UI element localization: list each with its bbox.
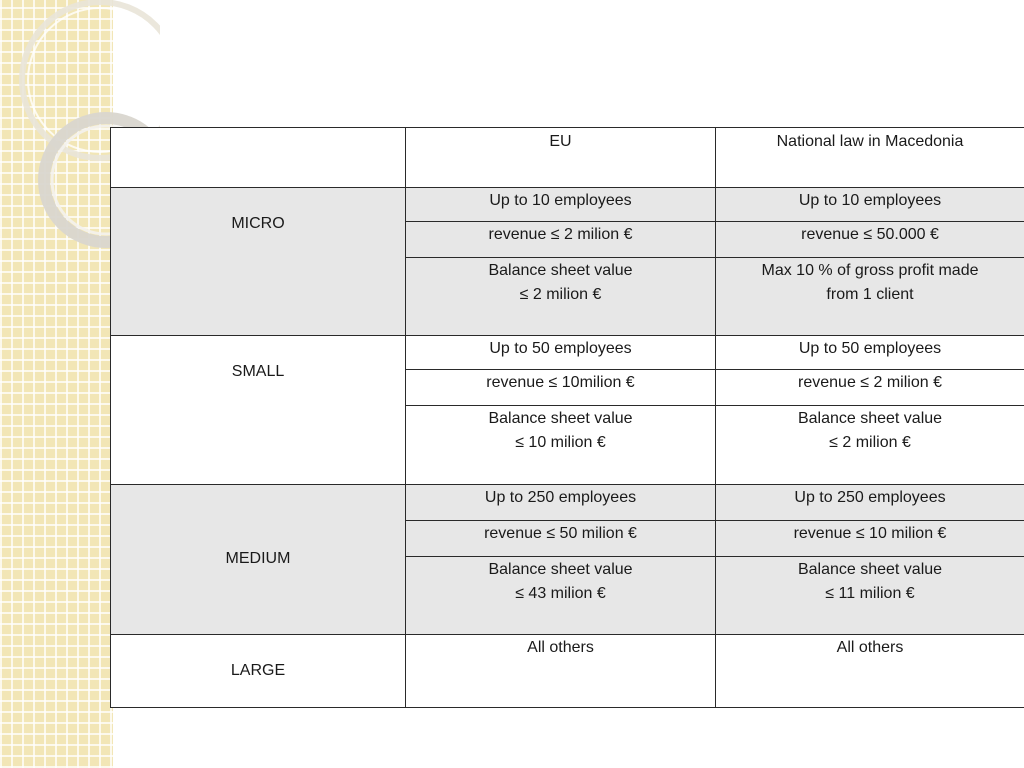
cell-text: Balance sheet value	[488, 560, 633, 578]
eu-cell	[406, 634, 716, 707]
mk-cell	[716, 258, 1024, 336]
table-row	[111, 188, 1024, 222]
table-row	[111, 336, 1024, 370]
header-cell-empty	[111, 128, 406, 188]
header-row	[111, 128, 1024, 188]
mk-cell	[716, 634, 1024, 707]
mk-cell	[716, 370, 1024, 406]
cell-text: Up to 50 employees	[489, 340, 632, 358]
cell-text: revenue ≤ 50.000 €	[801, 226, 939, 244]
mk-cell	[716, 188, 1024, 222]
mk-cell	[716, 222, 1024, 258]
eu-cell	[406, 406, 716, 484]
cell-text: Balance sheet value	[797, 560, 943, 578]
eu-cell	[406, 370, 716, 406]
cell-text: ≤ 11 milion €	[825, 584, 915, 602]
cell-text: ≤ 2 milion €	[519, 286, 602, 304]
mk-cell	[716, 556, 1024, 634]
eu-cell	[406, 188, 716, 222]
cell-text: ≤ 10 milion €	[515, 434, 606, 452]
cell-text: Balance sheet value	[797, 410, 943, 428]
cell-text: All others	[836, 638, 904, 656]
enterprise-size-comparison-table	[110, 127, 1024, 708]
header-cell-eu: EU	[406, 128, 716, 188]
cell-text: ≤ 43 milion €	[515, 584, 606, 602]
mk-cell	[716, 520, 1024, 556]
cell-text: Up to 10 employees	[798, 192, 942, 210]
eu-cell	[406, 336, 716, 370]
table-row	[111, 634, 1024, 707]
cell-text: revenue ≤ 10milion €	[486, 374, 635, 392]
cell-text: revenue ≤ 50 milion €	[484, 524, 637, 542]
header-cell-national-law: National law in Macedonia	[716, 128, 1024, 188]
mk-cell	[716, 406, 1024, 484]
cell-text: Up to 250 employees	[484, 488, 637, 506]
cell-text: Balance sheet value	[488, 262, 633, 280]
cell-text: revenue ≤ 2 milion €	[488, 226, 633, 244]
cell-text: from 1 client	[826, 286, 914, 304]
eu-cell	[406, 520, 716, 556]
cell-text: revenue ≤ 10 milion €	[793, 524, 947, 542]
eu-cell	[406, 556, 716, 634]
category-cell-micro: MICRO	[111, 188, 406, 336]
table-row	[111, 484, 1024, 520]
cell-text: ≤ 2 milion €	[829, 434, 911, 452]
cell-text: Up to 10 employees	[489, 192, 632, 210]
cell-text: Max 10 % of gross profit made	[761, 262, 979, 280]
category-cell-small: SMALL	[111, 336, 406, 484]
eu-cell	[406, 222, 716, 258]
category-cell-large: LARGE	[111, 634, 406, 707]
mk-cell	[716, 484, 1024, 520]
cell-text: revenue ≤ 2 milion €	[798, 374, 942, 392]
cell-text: Up to 250 employees	[794, 488, 946, 506]
cell-text: All others	[527, 638, 594, 656]
category-cell-medium: MEDIUM	[111, 484, 406, 634]
mk-cell	[716, 336, 1024, 370]
cell-text: Balance sheet value	[488, 410, 633, 428]
cell-text: Up to 50 employees	[798, 340, 942, 358]
eu-cell	[406, 484, 716, 520]
eu-cell	[406, 258, 716, 336]
